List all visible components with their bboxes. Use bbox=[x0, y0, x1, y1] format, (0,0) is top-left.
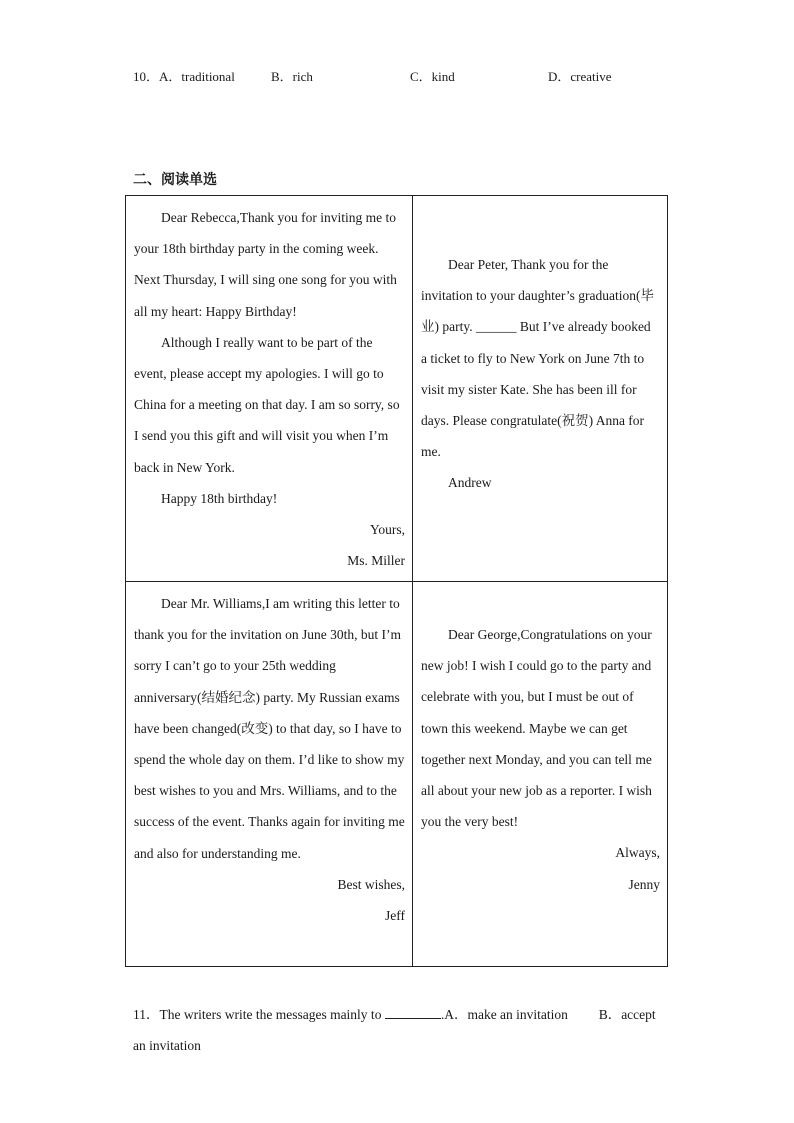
letters-table bbox=[125, 195, 668, 967]
letter-peter-signature: Andrew bbox=[448, 475, 492, 491]
question-11-stem: 11．The writers write the messages mainly to bbox=[133, 1007, 382, 1022]
question-10-option-c[interactable]: C．kind bbox=[410, 69, 455, 84]
letter-cell-george bbox=[413, 582, 668, 967]
question-10 bbox=[133, 67, 653, 87]
question-11-option-a[interactable]: A．make an invitation bbox=[444, 1007, 568, 1022]
letter-rebecca-signature: Ms. Miller bbox=[347, 553, 405, 569]
letter-cell-rebecca bbox=[126, 196, 413, 582]
letter-george-closing: Always, bbox=[615, 845, 660, 861]
letter-peter-paragraph-1: Dear Peter, Thank you for the invitation to your daughter’s graduation(毕业) party. ______ But I’ve already booked a ticket to fly to New York on June 7th to visit my sister Kate. She has been ill for days. Please congratulate(祝贺) Anna for me. bbox=[421, 257, 654, 460]
section-title: 二、阅读单选 bbox=[133, 172, 217, 188]
letter-cell-peter bbox=[413, 196, 668, 582]
question-11-option-b[interactable]: B．accept an invitation bbox=[133, 1007, 656, 1054]
question-10-number: 10． bbox=[133, 69, 160, 84]
question-10-option-b[interactable]: B．rich bbox=[271, 69, 313, 84]
question-10-option-a[interactable]: A．traditional bbox=[159, 69, 235, 84]
letter-george-signature: Jenny bbox=[628, 876, 660, 892]
letter-george-paragraph-1: Dear George,Congratulations on your new job! I wish I could go to the party and celebrate with you, but I must be out of town this weekend. Maybe we can get together next Monday, and you can tell me all about your new job as a reporter. I wish you the very best! bbox=[421, 627, 652, 830]
question-11 bbox=[133, 999, 663, 1061]
question-11-answer-blank[interactable] bbox=[385, 1004, 441, 1019]
letter-rebecca-paragraph-1: Dear Rebecca,Thank you for inviting me to your 18th birthday party in the coming week. Next Thursday, I will sing one song for you with all my heart: Happy Birthday! bbox=[134, 210, 397, 319]
letter-williams-paragraph-1: Dear Mr. Williams,I am writing this letter to thank you for the invitation on June 30th, but I’m sorry I can’t go to your 25th wedding anniversary(结婚纪念) party. My Russian exams have been changed(改变) to that day, so I have to spend the whole day on them. I’d like to show my best wishes to you and Mrs. Williams, and to the success of the event. Thanks again for inviting me and also for understanding me. bbox=[134, 596, 405, 861]
letter-cell-williams bbox=[126, 582, 413, 967]
letter-rebecca-paragraph-3: Happy 18th birthday! bbox=[161, 490, 278, 506]
question-10-option-d[interactable]: D．creative bbox=[548, 69, 612, 84]
letter-rebecca-paragraph-2: Although I really want to be part of the event, please accept my apologies. I will go to China for a meeting on that day. I am so sorry, so I send you this gift and will visit you when I’m back in New York. bbox=[134, 334, 400, 475]
letter-rebecca-closing: Yours, bbox=[369, 522, 405, 538]
letter-williams-signature: Jeff bbox=[385, 908, 405, 924]
question-11-stem-end: . bbox=[440, 1007, 445, 1022]
letter-williams-closing: Best wishes, bbox=[337, 876, 405, 892]
